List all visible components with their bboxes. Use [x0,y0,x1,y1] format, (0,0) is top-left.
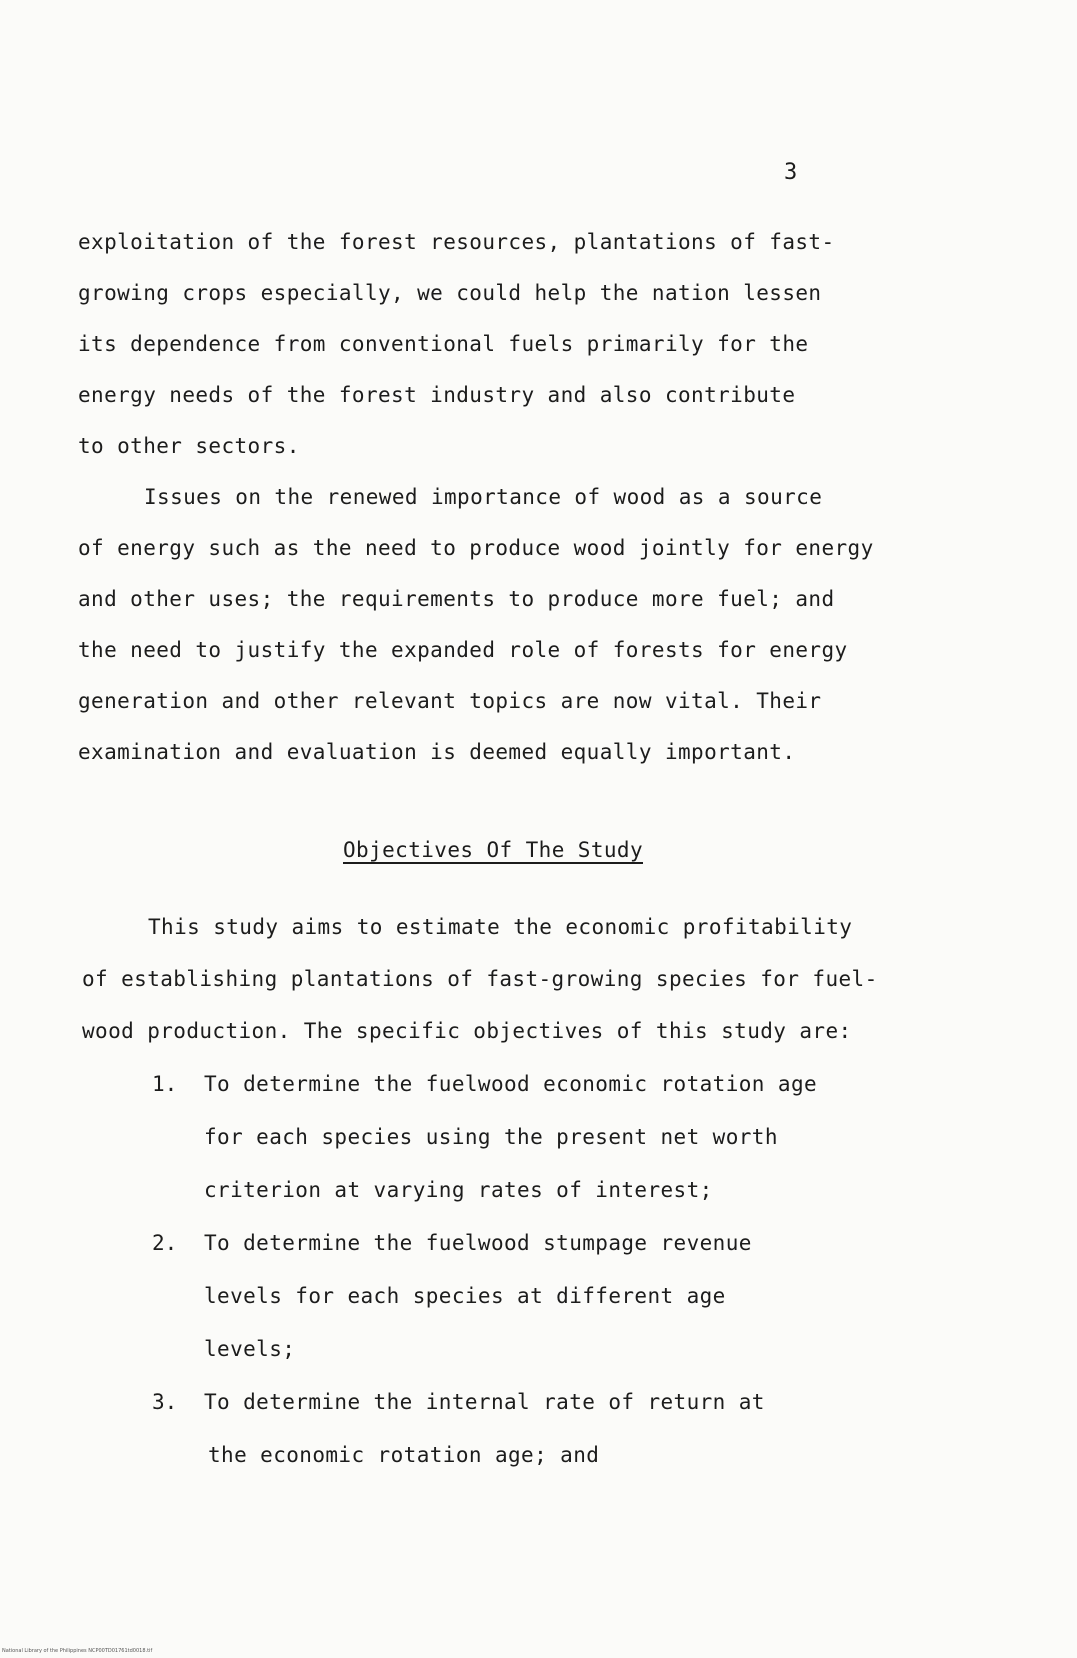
text-line: its dependence from conventional fuels primarily for the [78,332,809,356]
list-item-number: 2. [152,1231,178,1255]
text-line: exploitation of the forest resources, plantations of fast- [78,230,835,254]
text-line: and other uses; the requirements to produce more fuel; and [78,587,835,611]
text-line: the economic rotation age; and [208,1443,600,1467]
text-line: levels; [204,1337,296,1361]
text-line: of establishing plantations of fast-growing species for fuel- [82,967,878,991]
text-line: To determine the fuelwood economic rotation age [204,1072,818,1096]
text-line: This study aims to estimate the economic profitability [148,915,853,939]
text-line: the need to justify the expanded role of forests for energy [78,638,848,662]
text-line: generation and other relevant topics are now vital. Their [78,689,822,713]
text-line: energy needs of the forest industry and also contribute [78,383,796,407]
text-line: levels for each species at different age [204,1284,726,1308]
list-item-number: 3. [152,1390,178,1414]
text-line: to other sectors. [78,434,300,458]
page-number: 3 [784,160,798,185]
text-line: for each species using the present net worth [204,1125,778,1149]
text-line: wood production. The specific objectives of this study are: [82,1019,852,1043]
text-line: To determine the internal rate of return at [204,1390,765,1414]
text-line: To determine the fuelwood stumpage revenue [204,1231,752,1255]
scan-footer-note: National Library of the Philippines NCP00TD01761td0018.tif [2,1648,153,1654]
section-heading: Objectives Of The Study [343,838,643,862]
text-line: of energy such as the need to produce wood jointly for energy [78,536,874,560]
text-line: criterion at varying rates of interest; [204,1178,713,1202]
text-line: growing crops especially, we could help the nation lessen [78,281,822,305]
text-line: Issues on the renewed importance of wood as a source [144,485,823,509]
text-line: examination and evaluation is deemed equally important. [78,740,796,764]
list-item-number: 1. [152,1072,178,1096]
